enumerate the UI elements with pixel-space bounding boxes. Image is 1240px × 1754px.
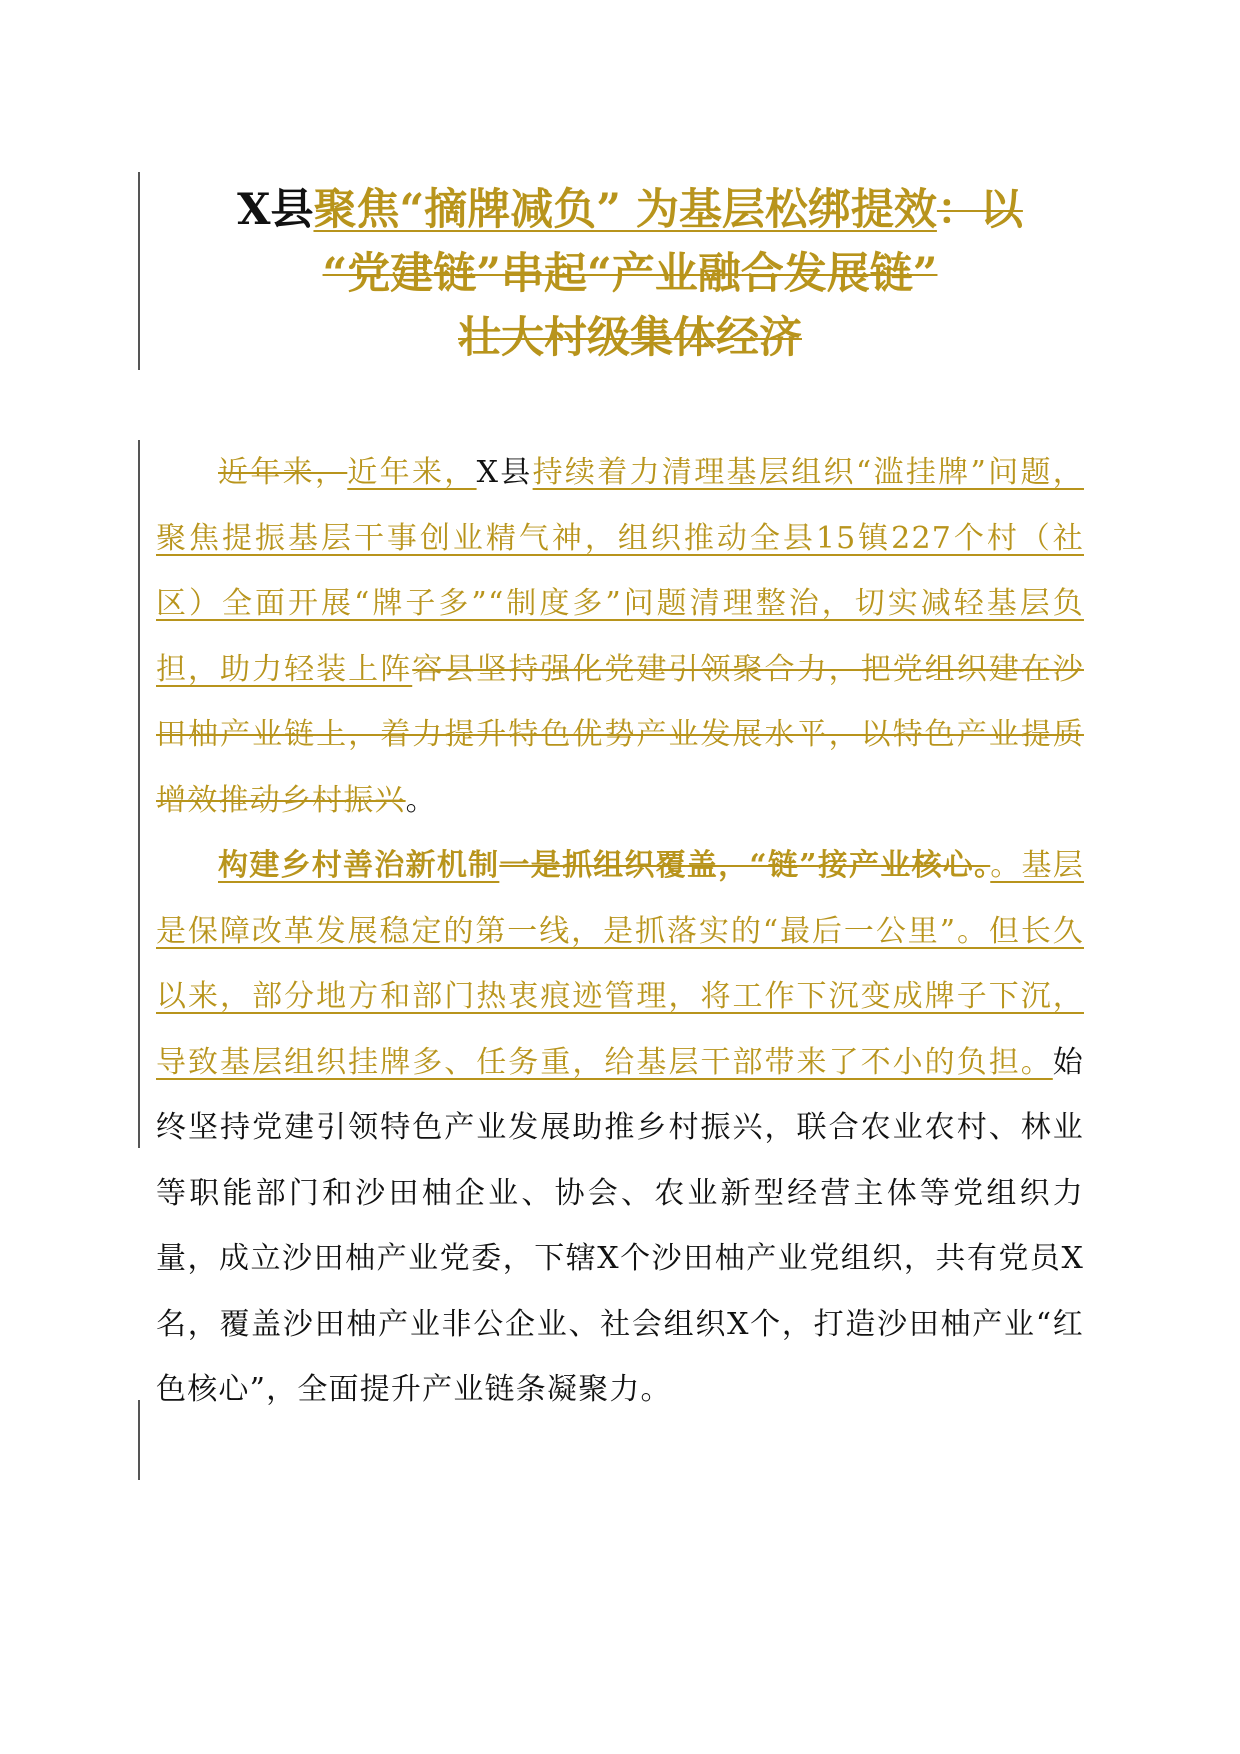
p1-end: 。 <box>405 782 437 818</box>
p2-inserted-body: 。基层是保障改革发展稳定的第一线，是抓落实的“最后一公里”。但长久以来，部分地方和部门热衷痕迹管理，将工作下沉变成牌子下沉，导致基层组织挂牌多、任务重，给基层干部带来了不小的负担。 <box>156 848 1084 1080</box>
change-bar-end <box>138 1400 140 1480</box>
p2-normal-body: 始终坚持党建引领特色产业发展助推乡村振兴，联合农业农村、林业等职能部门和沙田柚企业、协会、农业新型经营主体等党组织力量，成立沙田柚产业党委，下辖X个沙田柚产业党组织，共有党员X名，覆盖沙田柚产业非公企业、社会组织X个，打造沙田柚产业“红色核心”，全面提升产业链条凝聚力。 <box>156 1044 1084 1407</box>
p2-deleted-heading: 一是抓组织覆盖，“链”接产业核心。 <box>499 848 991 883</box>
change-bar-title <box>138 172 140 370</box>
title-line-3 <box>170 306 1090 370</box>
document-body <box>156 440 1084 1423</box>
title-deleted-line-2: “党建链”串起“产业融合发展链” <box>322 249 938 299</box>
title-inserted: 聚焦“摘牌减负” 为基层松绑提效 <box>313 185 937 235</box>
p1-inserted-start: 近年来， <box>347 455 477 490</box>
paragraph-2 <box>156 833 1084 1423</box>
document-title <box>170 178 1090 370</box>
title-line-2 <box>170 242 1090 306</box>
p1-inserted-main: 持续着力清理基层组织“滥挂牌”问题，聚焦提振基层干事创业精气神，组织推动全县15镇227个村（社区）全面开展“牌子多”“制度多”问题清理整治，切实减轻基层负担，助力轻装上阵 <box>156 455 1084 687</box>
title-prefix: X县 <box>237 185 314 235</box>
p1-deleted-start: 近年来， <box>218 455 348 490</box>
title-deleted-line-3: 壮大村级集体经济 <box>458 313 802 363</box>
title-deleted-tail: ：以 <box>936 185 1023 235</box>
p2-inserted-heading: 构建乡村善治新机制 <box>218 848 500 883</box>
change-bar-body <box>138 440 140 1148</box>
p1-deleted-main: 容县坚持强化党建引领聚合力，把党组织建在沙田柚产业链上，着力提升特色优势产业发展水平，以特色产业提质增效推动乡村振兴 <box>156 651 1084 818</box>
title-line-1 <box>170 178 1090 242</box>
paragraph-1 <box>156 440 1084 833</box>
p1-county: X县 <box>476 455 533 490</box>
